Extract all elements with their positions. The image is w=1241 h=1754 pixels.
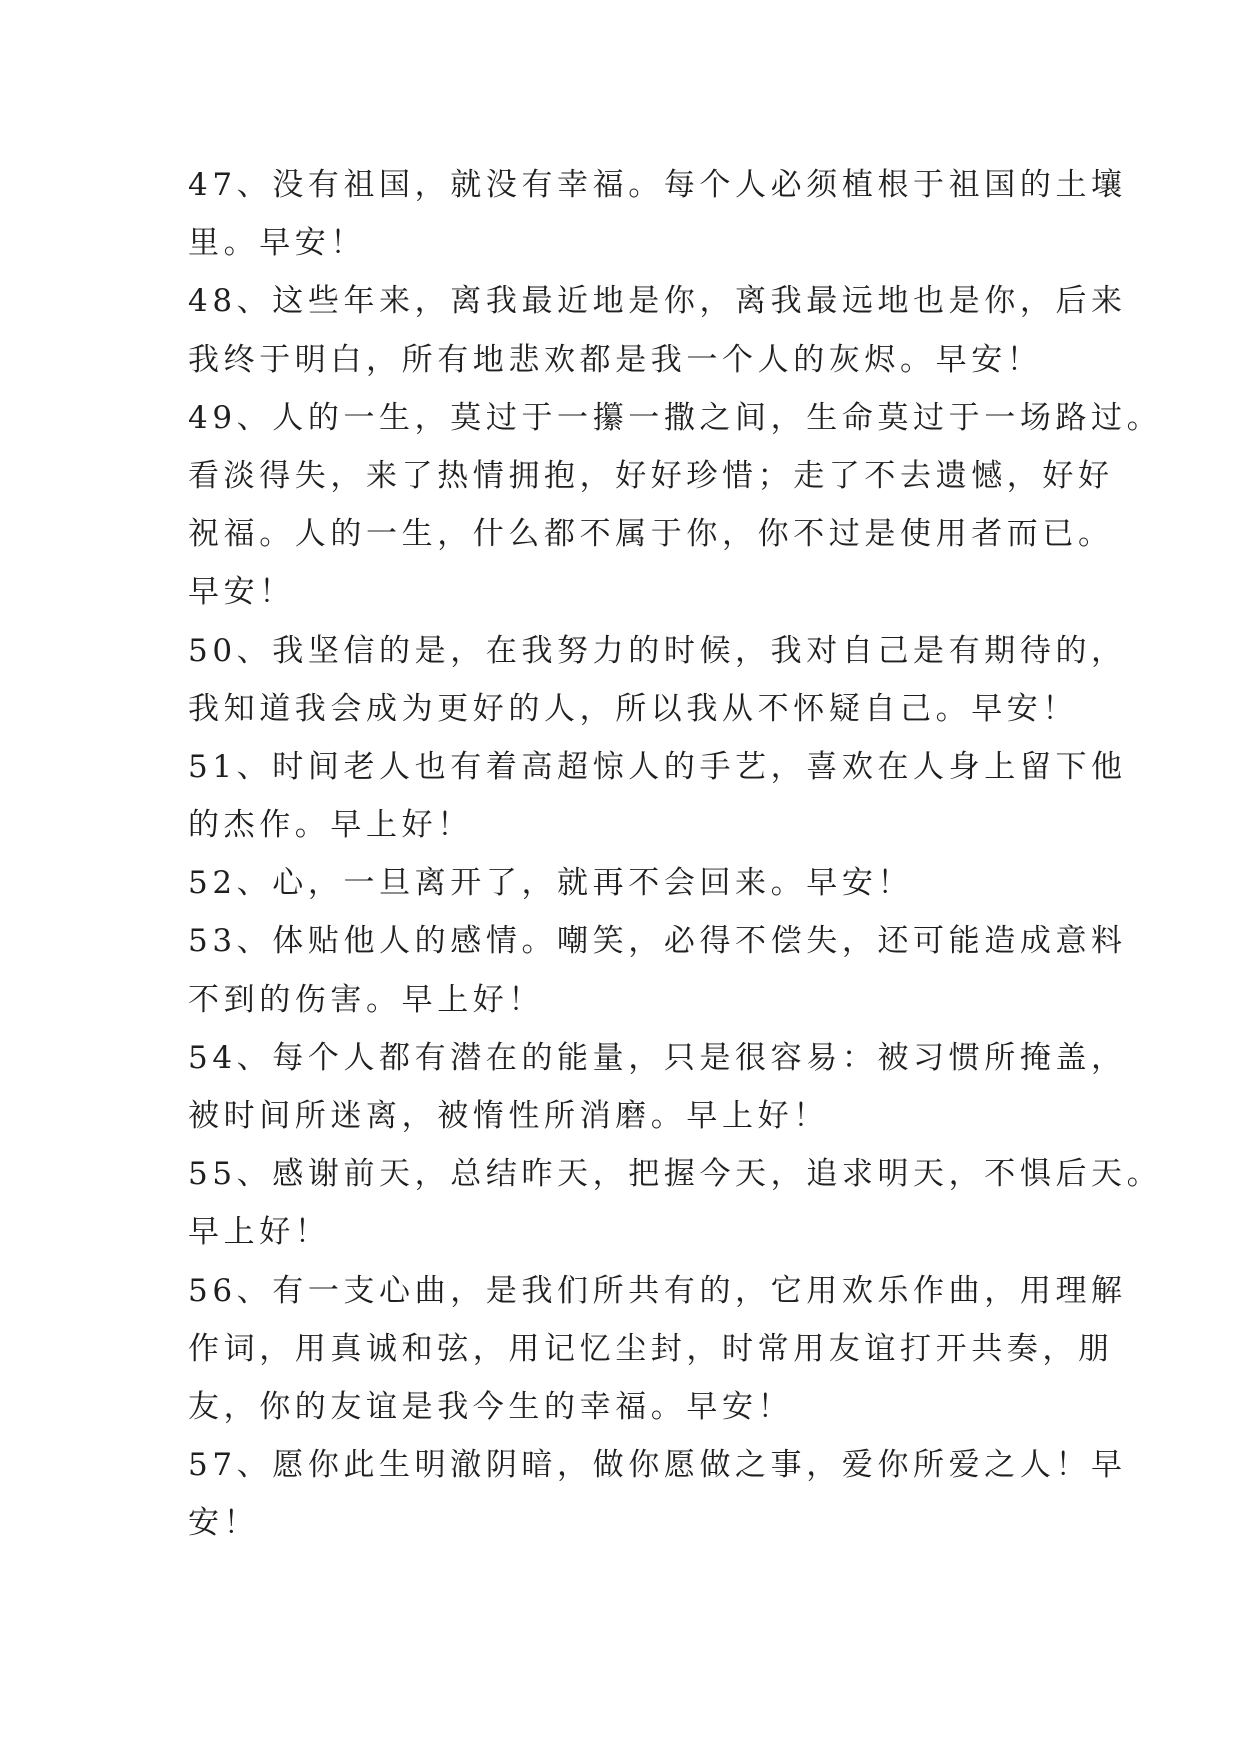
text-line: 49、人的一生，莫过于一攥一撒之间，生命莫过于一场路过。 [188, 399, 1163, 436]
text-line: 48、这些年来，离我最近地是你，离我最远地也是你，后来 [188, 283, 1127, 320]
text-line: 54、每个人都有潜在的能量，只是很容易：被习惯所掩盖， [188, 1039, 1127, 1076]
text-line: 52、心，一旦离开了，就再不会回来。早安！ [188, 865, 914, 902]
text-line: 56、有一支心曲，是我们所共有的，它用欢乐作曲，用理解 [188, 1272, 1127, 1309]
text-line: 50、我坚信的是，在我努力的时候，我对自己是有期待的， [188, 632, 1127, 669]
text-line: 我终于明白，所有地悲欢都是我一个人的灰烬。早安！ [188, 341, 1043, 378]
text-line: 作词，用真诚和弦，用记忆尘封，时常用友谊打开共奏，朋 [188, 1330, 1114, 1367]
text-line: 我知道我会成为更好的人，所以我从不怀疑自己。早安！ [188, 690, 1078, 727]
text-line: 看淡得失，来了热情拥抱，好好珍惜；走了不去遗憾，好好 [188, 457, 1114, 494]
text-line: 早安！ [188, 574, 295, 611]
text-line: 57、愿你此生明澈阴暗，做你愿做之事，爱你所爱之人！早 [188, 1447, 1127, 1484]
text-line: 47、没有祖国，就没有幸福。每个人必须植根于祖国的土壤 [188, 167, 1127, 203]
text-line: 早上好！ [188, 1214, 331, 1251]
text-line: 友，你的友谊是我今生的幸福。早安！ [188, 1388, 794, 1425]
text-line: 51、时间老人也有着高超惊人的手艺，喜欢在人身上留下他 [188, 748, 1127, 785]
text-line: 不到的伤害。早上好！ [188, 981, 544, 1018]
text-line: 的杰作。早上好！ [188, 807, 473, 844]
text-line: 被时间所迷离，被惰性所消磨。早上好！ [188, 1098, 829, 1134]
text-line: 55、感谢前天，总结昨天，把握今天，追求明天，不惧后天。 [188, 1156, 1163, 1193]
text-line: 祝福。人的一生，什么都不属于你，你不过是使用者而已。 [188, 516, 1114, 553]
document-body [188, 156, 1163, 1553]
text-line: 安！ [188, 1505, 260, 1542]
text-line: 里。早安！ [188, 225, 366, 262]
text-line: 53、体贴他人的感情。嘲笑，必得不偿失，还可能造成意料 [188, 923, 1127, 960]
